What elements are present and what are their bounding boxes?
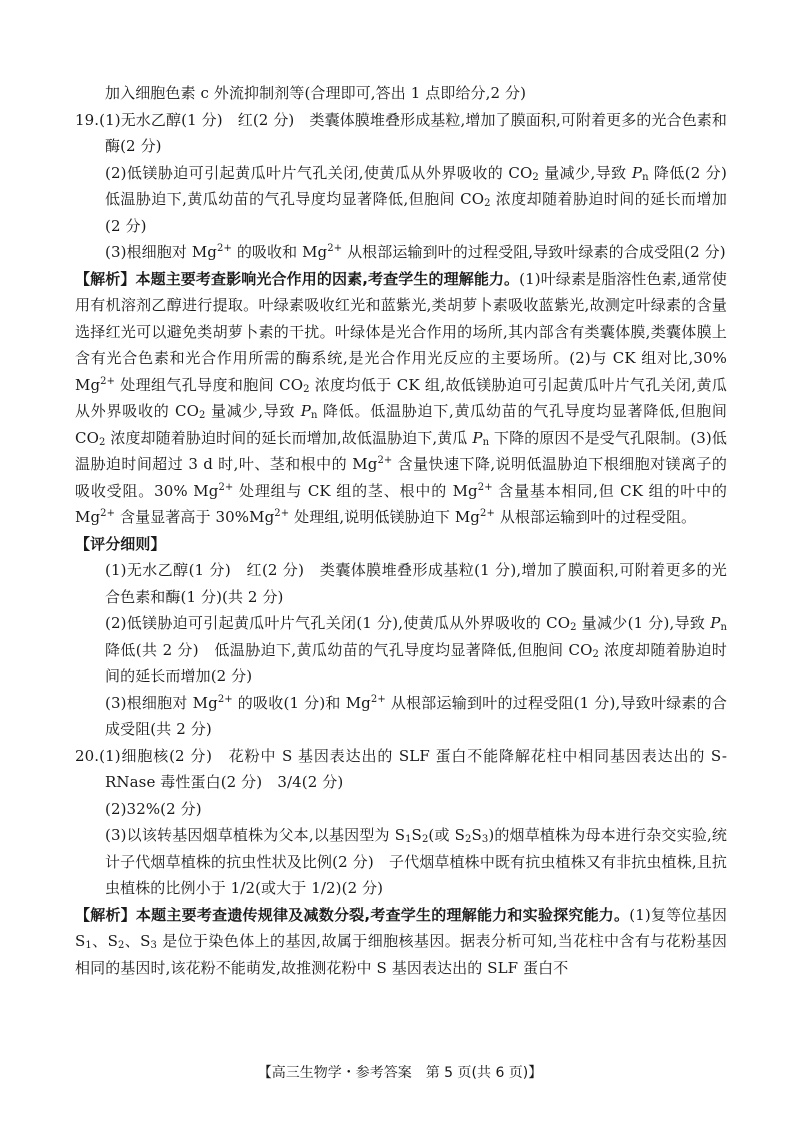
analysis-20: 【解析】本题主要考查遗传规律及减数分裂,考查学生的理解能力和实验探究能力。(1)复等位基因 $S_1$、$S_2$、$S_3$ 是位于染色体上的基因,故属于细胞核基因。据表分析可知,当花柱中含有与花粉基因相同的基因时,该花粉不能萌发,故推测花粉中 S 基因表达出的 SLF 蛋白不 <box>75 905 727 977</box>
pn-symbol: $P_n$ <box>710 614 728 633</box>
analysis-title: 【解析】本题主要考查遗传规律及减数分裂,考查学生的理解能力和实验探究能力。 <box>75 905 630 924</box>
genotype-s1s2: $S_1S_2$ <box>394 826 429 845</box>
question-19 <box>75 107 743 266</box>
q20-part2: (2)32%(2 分) <box>105 799 202 818</box>
q19-part3: (3)根细胞对 $Mg^{2+}$ 的吸收和 $Mg^{2+}$ 从根部运输到叶的过程受阻,导致叶绿素的合成受阻(2 分) <box>105 243 726 261</box>
question-20 <box>75 743 727 902</box>
analysis-19: 【解析】本题主要考查影响光合作用的因素,考查学生的理解能力。(1)叶绿素是脂溶性色素,通常使用有机溶剂乙醇进行提取。叶绿素吸收红光和蓝紫光,类胡萝卜素吸收蓝紫光,故测定叶绿素的含量选择红光可以避免类胡萝卜素的干扰。叶绿体是光合作用的场所,其内部含有类囊体膜,类囊体膜上含有光合色素和光合作用所需的酶系统,是光合作用光反应的主要场所。(2)与 CK 组对比,30% $Mg^{2+}$ 处理组气孔导度和胞间 $CO_2$ 浓度均低于 CK 组,故低镁胁迫可引起黄瓜叶片气孔关闭,黄瓜从外界吸收的 $CO_2$ 量减少,导致 $P_n$ 降低。低温胁迫下,黄瓜幼苗的气孔导度均显著降低,但胞间 $CO_2$ 浓度却随着胁迫时间的延长而增加,故低温胁迫下,黄瓜 $P_n$ 下降的原因不是受气孔限制。(3)低温胁迫时间超过 3 d 时,叶、茎和根中的 $Mg^{2+}$ 含量快速下降,说明低温胁迫下根细胞对镁离子的吸收受阻。30% $Mg^{2+}$ 处理组与 CK 组的茎、根中的 $Mg^{2+}$ 含量基本相同,但 CK 组的叶中的 $Mg^{2+}$ 含量显著高于 $30\%Mg^{2+}$ 处理组,说明低镁胁迫下 $Mg^{2+}$ 从根部运输到叶的过程受阻。 <box>75 269 728 526</box>
page-footer: 【高三生物学・参考答案 第 5 页(共 6 页)】 <box>257 1065 543 1081</box>
mg-ion-symbol: $Mg^{2+}$ <box>352 455 393 473</box>
co2-symbol: $CO_2$ <box>508 163 539 183</box>
co2-symbol: $CO_2$ <box>75 428 106 448</box>
scoring-title: 【评分细则】 <box>75 534 166 553</box>
pn-symbol: $P_n$ <box>631 163 649 183</box>
co2-symbol: $CO_2$ <box>279 375 310 395</box>
line-q18-tail: 加入细胞色素 c 外流抑制剂等(合理即可,答出 1 点即给分,2 分) <box>105 84 527 102</box>
co2-symbol: $CO_2$ <box>460 190 491 209</box>
q20-part1: 20.(1)细胞核(2 分) 花粉中 S 基因表达出的 SLF 蛋白不能降解花柱中相同基因表达出的 S-RNase 毒性蛋白(2 分) 3/4(2 分) <box>75 746 727 791</box>
mg-ion-symbol: $Mg^{2+}$ <box>454 508 495 526</box>
scoring-part1: (1)无水乙醇(1 分) 红(2 分) 类囊体膜堆叠形成基粒(1 分),增加了膜面积,可附着更多的光合色素和酶(1 分)(共 2 分) <box>105 561 727 606</box>
genotype-s2s3: $S_2S_3$ <box>454 826 489 845</box>
mg-ion-symbol: $Mg^{2+}$ <box>191 243 232 261</box>
alleles-s1-s2-s3: $S_1$、$S_2$、$S_3$ <box>75 932 158 951</box>
answer-page <box>75 80 743 981</box>
q19-part1: 19.(1)无水乙醇(1 分) 红(2 分) 类囊体膜堆叠形成基粒,增加了膜面积,可附着更多的光合色素和酶(2 分) <box>75 110 727 155</box>
mg-ion-symbol: $Mg^{2+}$ <box>345 693 386 712</box>
mg-ion-symbol: $Mg^{2+}$ <box>75 508 116 526</box>
co2-symbol: $CO_2$ <box>568 640 599 660</box>
co2-symbol: $CO_2$ <box>546 614 577 633</box>
mg-ion-symbol: $Mg^{2+}$ <box>193 481 234 500</box>
mg-ion-symbol: $Mg^{2+}$ <box>75 375 116 394</box>
q19-number: 19. <box>75 110 100 129</box>
mg-ion-symbol: $Mg^{2+}$ <box>302 243 343 261</box>
q20-part3: (3)以该转基因烟草植株为父本,以基因型为 $S_1S_2$(或 $S_2S_3$)的烟草植株为母本进行杂交实验,统计子代烟草植株的抗虫性状及比例(2 分) 子代烟草植株中既有抗虫植株又有非抗虫植株,且抗虫植株的比例小于 1/2(或大于 1/2)(2 分) <box>105 826 727 897</box>
q19-part2: (2)低镁胁迫可引起黄瓜叶片气孔关闭,使黄瓜从外界吸收的 $CO_2$ 量减少,导致 $P_n$ 降低(2 分) 低温胁迫下,黄瓜幼苗的气孔导度均显著降低,但胞间 $CO_2$ 浓度却随着胁迫时间的延长而增加(2 分) <box>105 163 743 235</box>
pn-symbol: $P_n$ <box>472 428 490 448</box>
mg-ion-symbol: $Mg^{2+}$ <box>249 508 290 526</box>
pn-symbol: $P_n$ <box>300 402 318 421</box>
q20-number: 20. <box>75 746 100 765</box>
scoring-part2: (2)低镁胁迫可引起黄瓜叶片气孔关闭(1 分),使黄瓜从外界吸收的 $CO_2$ 量减少(1 分),导致 $P_n$ 降低(共 2 分) 低温胁迫下,黄瓜幼苗的气孔导度均显著降低,但胞间 $CO_2$ 浓度却随着胁迫时间的延长而增加(2 分) <box>105 614 728 685</box>
analysis-title: 【解析】本题主要考查影响光合作用的因素,考查学生的理解能力。 <box>75 269 520 288</box>
mg-ion-symbol: $Mg^{2+}$ <box>192 693 233 712</box>
mg-ion-symbol: $Mg^{2+}$ <box>452 481 493 500</box>
scoring-part3: (3)根细胞对 $Mg^{2+}$ 的吸收(1 分)和 $Mg^{2+}$ 从根部运输到叶的过程受阻(1 分),导致叶绿素的合成受阻(共 2 分) <box>105 693 728 738</box>
co2-symbol: $CO_2$ <box>175 402 206 421</box>
